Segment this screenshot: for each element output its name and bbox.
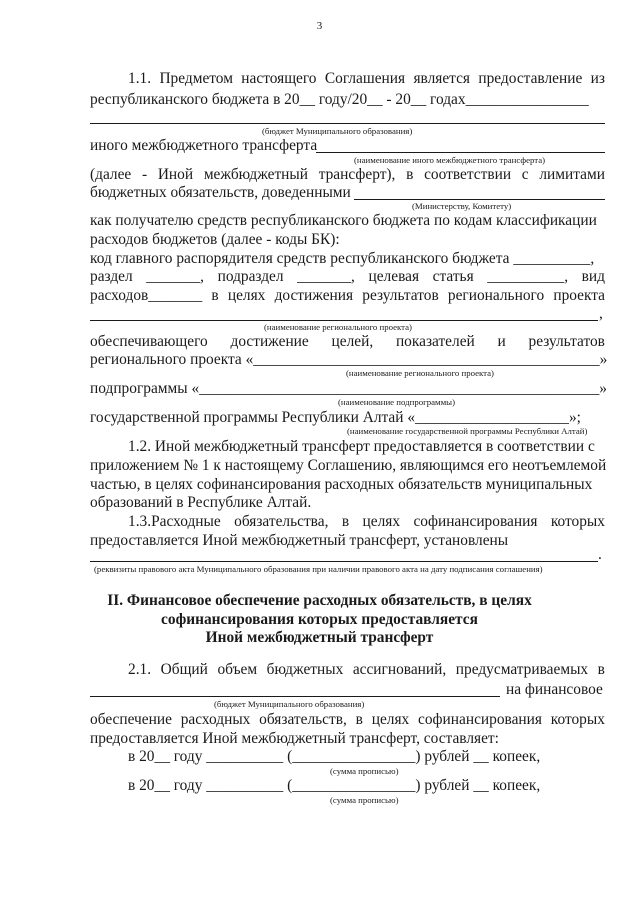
blank-line: [90, 561, 598, 562]
p11-line-4: (далее - Иной межбюджетный трансферт), в соответствии с лимитами: [90, 166, 605, 183]
p11-line-10: расходов_______ в целях достижения результатов регионального проекта: [90, 287, 605, 304]
caption-amount-words-1: (сумма прописью): [330, 766, 399, 776]
year-row-1: в 20__ году __________ (________________) рублей __ копеек,: [128, 748, 541, 765]
p11-line-1: 1.1. Предметом настоящего Соглашения является предоставление из: [128, 70, 605, 87]
section-2-heading-line-3: Иной межбюджетный трансферт: [205, 629, 434, 646]
caption-regional-project-2: (наименование регионального проекта): [346, 368, 494, 378]
p21-line-3: обеспечение расходных обязательств, в целях софинансирования которых: [90, 711, 605, 728]
p11-line-5: бюджетных обязательств, доведенными: [90, 184, 351, 201]
year-row-2: в 20__ году __________ (________________) рублей __ копеек,: [128, 777, 541, 794]
caption-budget-mo: (бюджет Муниципального образования): [262, 126, 413, 136]
p13-line-3-end: .: [598, 546, 602, 563]
caption-amount-words-2: (сумма прописью): [330, 795, 399, 805]
blank-line: [90, 123, 605, 124]
p12-line-1: 1.2. Иной межбюджетный трансферт предоставляется в соответствии с: [128, 438, 595, 455]
p13-line-1: 1.3.Расходные обязательства, в целях софинансирования которых: [128, 513, 605, 530]
caption-transfer-name: (наименование иного межбюджетного трансферта): [354, 155, 546, 165]
caption-ministry: (Министерству, Комитету): [412, 201, 512, 211]
p12-line-3: частью, в целях софинансирования расходных обязательств муниципальных: [90, 476, 593, 493]
blank-line: [90, 320, 598, 321]
caption-state-program: (наименование государственной программы Республики Алтай): [347, 426, 588, 436]
p12-line-2: приложением № 1 к настоящему Соглашению, являющимся его неотъемлемой: [90, 457, 607, 474]
p11-line-14: подпрограммы «____________________________________________________»: [90, 380, 607, 397]
p11-line-15: государственной программы Республики Алтай «____________________»;: [90, 409, 581, 426]
p11-line-6: как получателю средств республиканского бюджета по кодам классификации: [90, 212, 597, 229]
p11-line-2: республиканского бюджета в 20__ году/20__ - 20__ годах________________: [90, 91, 589, 108]
caption-budget-mo-2: (бюджет Муниципального образования): [214, 699, 365, 709]
p21-line-4: предоставляется Иной межбюджетный трансферт, составляет:: [90, 730, 499, 747]
caption-legal-act: (реквизиты правового акта Муниципального образования при наличии правового акта на дату подписания соглашения): [94, 564, 543, 574]
section-2-heading-line-1: II. Финансовое обеспечение расходных обязательств, в целях: [107, 592, 532, 609]
blank-line: [354, 199, 605, 200]
p11-line-7: расходов бюджетов (далее - коды БК):: [90, 231, 340, 248]
p21-line-2-end: на финансовое: [506, 681, 603, 698]
p11-line-8: код главного распорядителя средств республиканского бюджета __________,: [90, 250, 595, 267]
p21-line-1: 2.1. Общий объем бюджетных ассигнований, предусматриваемых в: [128, 661, 605, 678]
p11-line-12: обеспечивающего достижение целей, показателей и результатов: [90, 333, 605, 350]
section-2-heading-line-2: софинансирования которых предоставляется: [161, 611, 478, 628]
p11-line-3: иного межбюджетного трансферта: [90, 137, 318, 154]
p13-line-2: предоставляется Иной межбюджетный трансферт, установлены: [90, 532, 509, 549]
p11-line-11-end: ,: [599, 305, 603, 322]
page-number: 3: [316, 20, 323, 32]
caption-subprogram: (наименование подпрограммы): [338, 397, 456, 407]
p12-line-4: образований в Республике Алтай.: [90, 494, 312, 511]
blank-line: [90, 696, 500, 697]
p11-line-9: раздел _______, подраздел _______, целевая статья __________, вид: [90, 268, 605, 285]
p11-line-13: регионального проекта «_____________________________________________»: [90, 351, 608, 368]
caption-regional-project: (наименование регионального проекта): [264, 322, 412, 332]
blank-line: [316, 152, 605, 153]
